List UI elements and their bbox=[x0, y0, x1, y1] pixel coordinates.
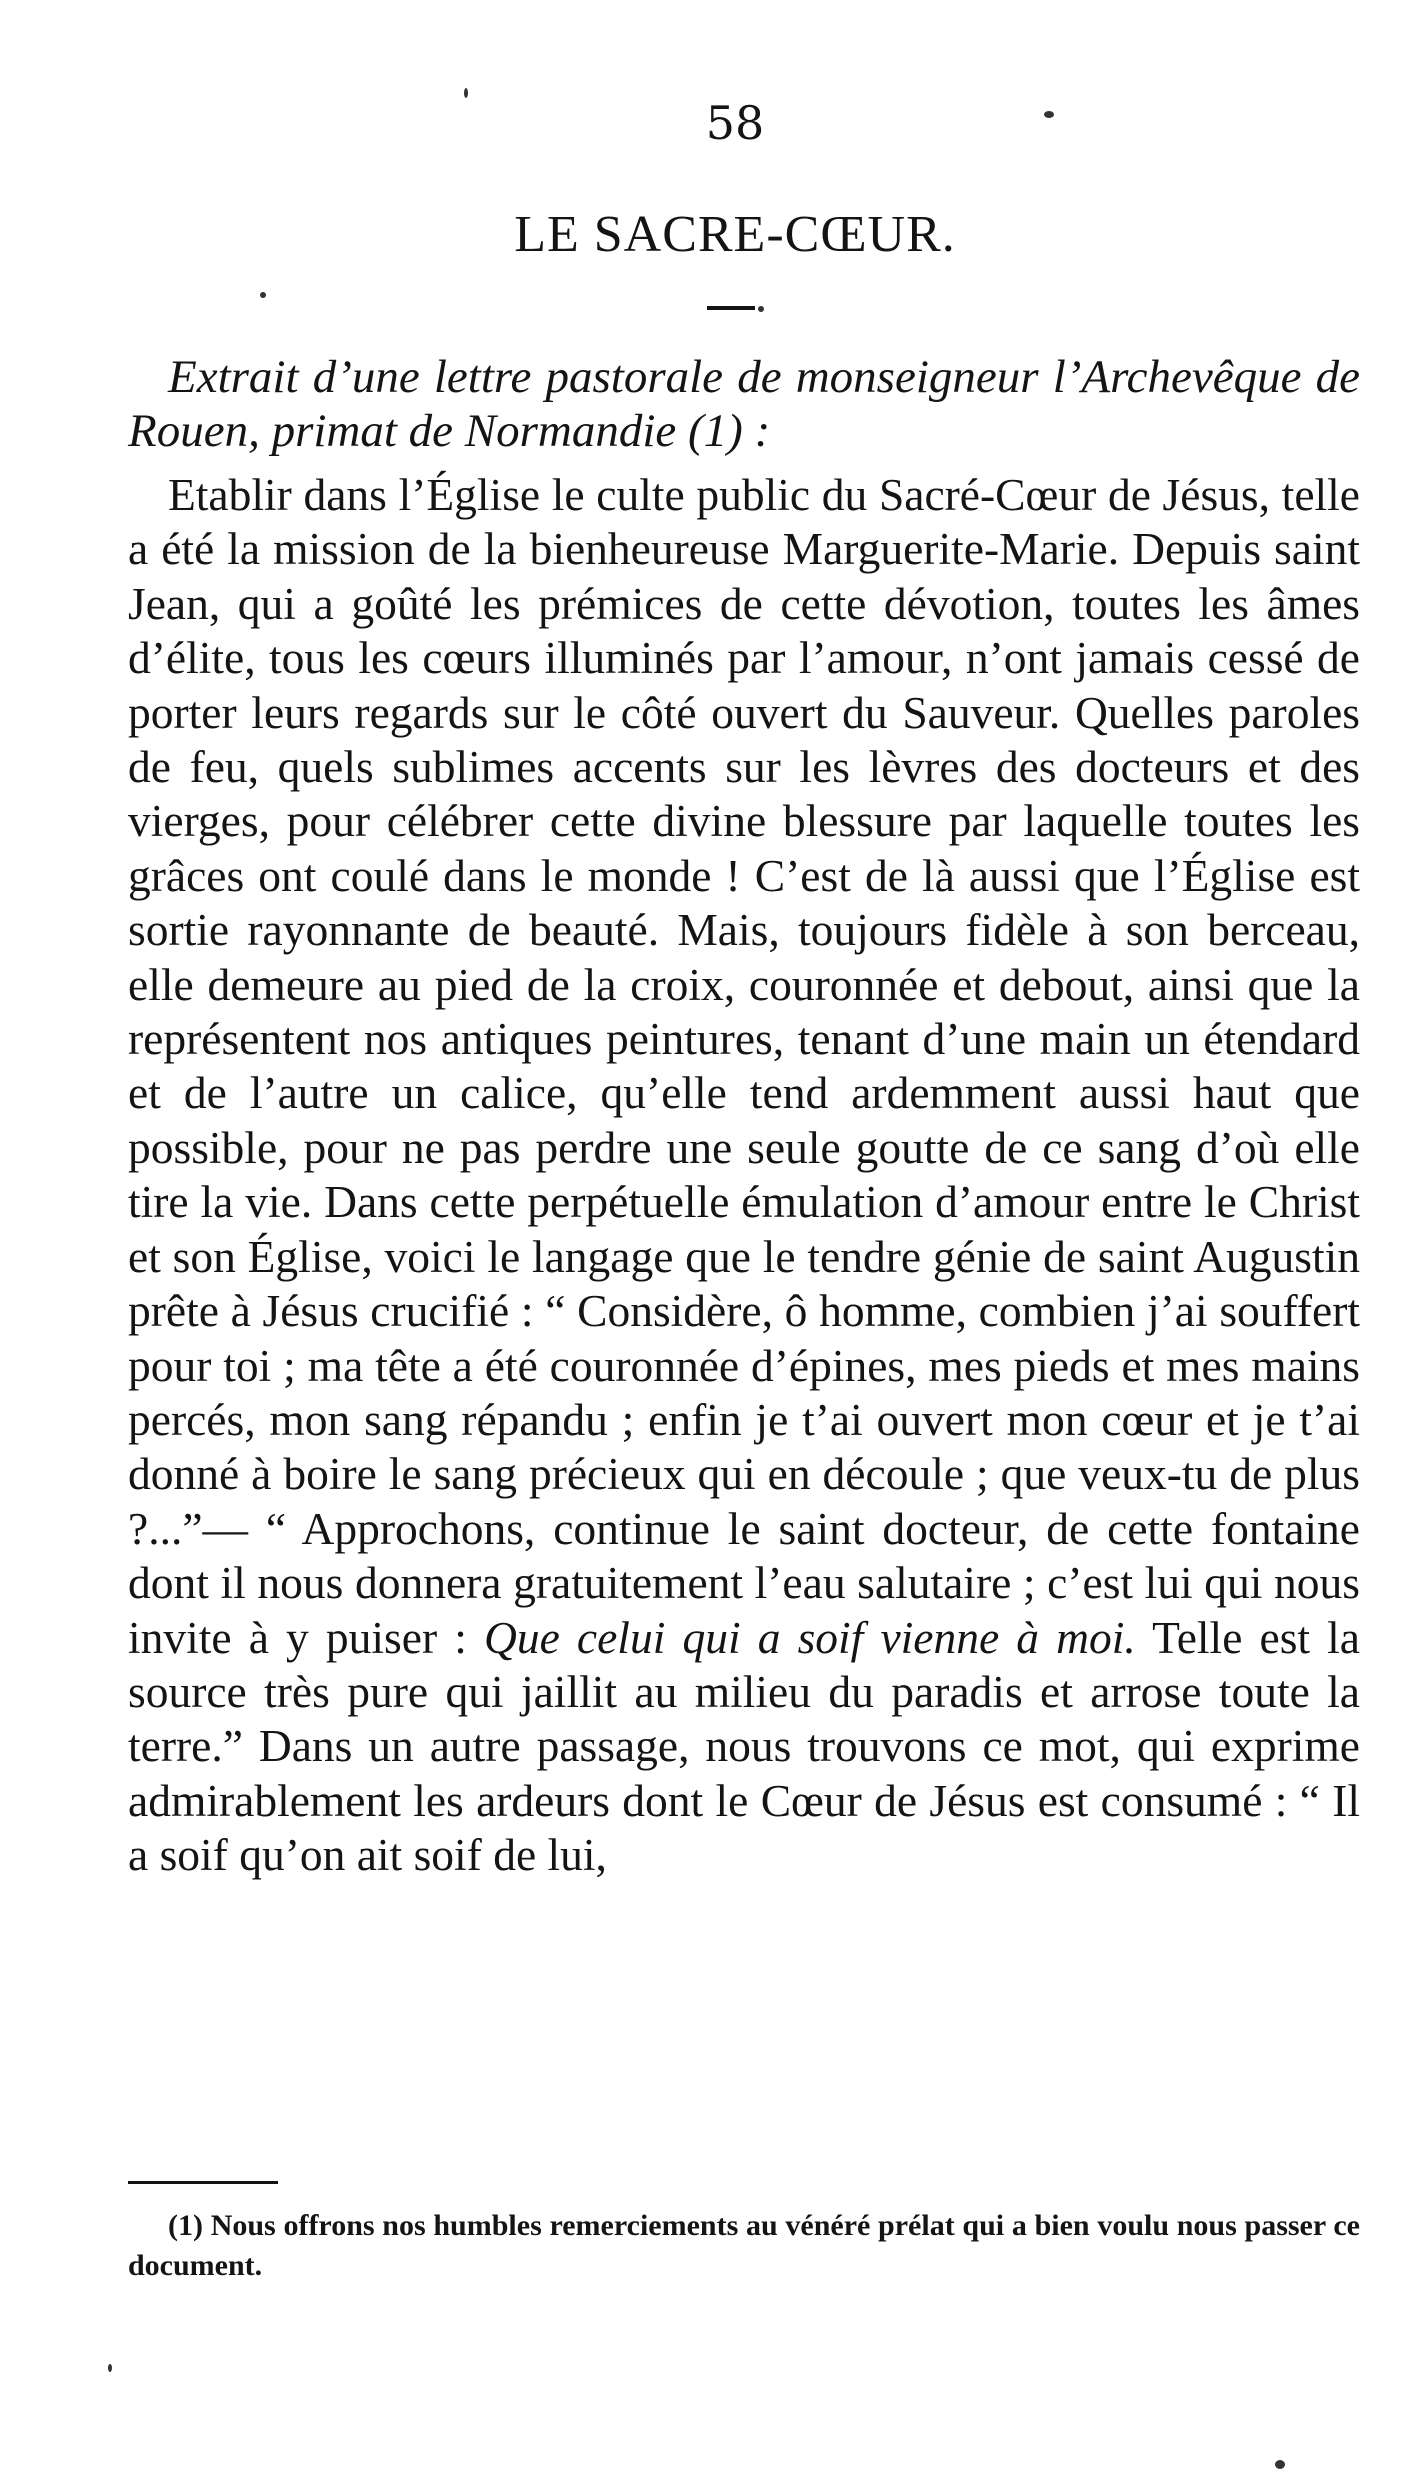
footnote-divider bbox=[128, 2181, 278, 2184]
body-text-end: Telle est la source très pure qui jaillit au milieu du paradis et arrose toute la terre.” Dans un autre passage, nous trouvons ce mot, qui exprime admirablement les ardeurs dont le Cœur de Jésus est consumé : “ Il a soif qu’on ait soif de lui, bbox=[128, 1611, 1360, 1881]
scan-speck bbox=[464, 88, 468, 98]
scan-speck bbox=[1275, 2460, 1285, 2469]
page-number: 58 bbox=[705, 96, 765, 150]
body-quote-italic: Que celui qui a soif vienne à moi. bbox=[484, 1611, 1136, 1663]
page-title: LE SACRE-CŒUR. bbox=[514, 206, 956, 263]
title-separator-dash bbox=[707, 306, 755, 310]
footnote: (1) Nous offrons nos humbles remerciements au vénéré prélat qui a bien voulu nous passer ce document. bbox=[128, 2209, 1360, 2282]
body-text-main: Etablir dans l’Église le culte public du Sacré-Cœur de Jésus, telle a été la mission de la bienheureuse Marguerite-Marie. Depuis saint Jean, qui a goûté les prémices de cette dévotion, toutes les âmes d’élite, tous les cœurs illuminés par l’amour, n’ont jamais cessé de porter leurs regards sur le côté ouvert du Sauveur. Quelles paroles de feu, quels sublimes accents sur les lèvres des docteurs et des vierges, pour célébrer cette divine blessure par laquelle toutes les grâces ont coulé dans le monde ! C’est de là aussi que l’Église est sortie rayonnante de beauté. Mais, toujours fidèle à son berceau, elle demeure au pied de la croix, couronnée et debout, ainsi que la représentent nos antiques peintures, tenant d’une main un étendard et de l’autre un calice, qu’elle tend ardemment aussi haut que possible, pour ne pas perdre une seule goutte de ce sang d’où elle tire la vie. Dans cette perpétuelle émulation d’amour entre le Christ et son Église, voici le langage que le tendre génie de saint Augustin prête à Jésus crucifié : “ Considère, ô homme, combien j’ai souffert pour toi ; ma tête a été couronnée d’épines, mes pieds et mes mains percés, mon sang répandu ; enfin je t’ai ouvert mon cœur et je t’ai donné à boire le sang précieux qui en découle ; que veux-tu de plus ?...”— “ Approchons, continue le saint docteur, de cette fontaine dont il nous donnera gratuitement l’eau salutaire ; c’est lui qui nous invite à y puiser : bbox=[128, 469, 1360, 1663]
intro-heading: Extrait d’une lettre pastorale de monseigneur l’Archevêque de Rouen, primat de Normandie (1) : bbox=[128, 351, 1360, 457]
body-paragraph bbox=[128, 468, 1360, 1883]
scan-speck bbox=[108, 2364, 112, 2372]
scan-speck bbox=[260, 292, 266, 298]
scan-speck bbox=[758, 306, 764, 312]
scan-speck bbox=[1044, 111, 1054, 118]
